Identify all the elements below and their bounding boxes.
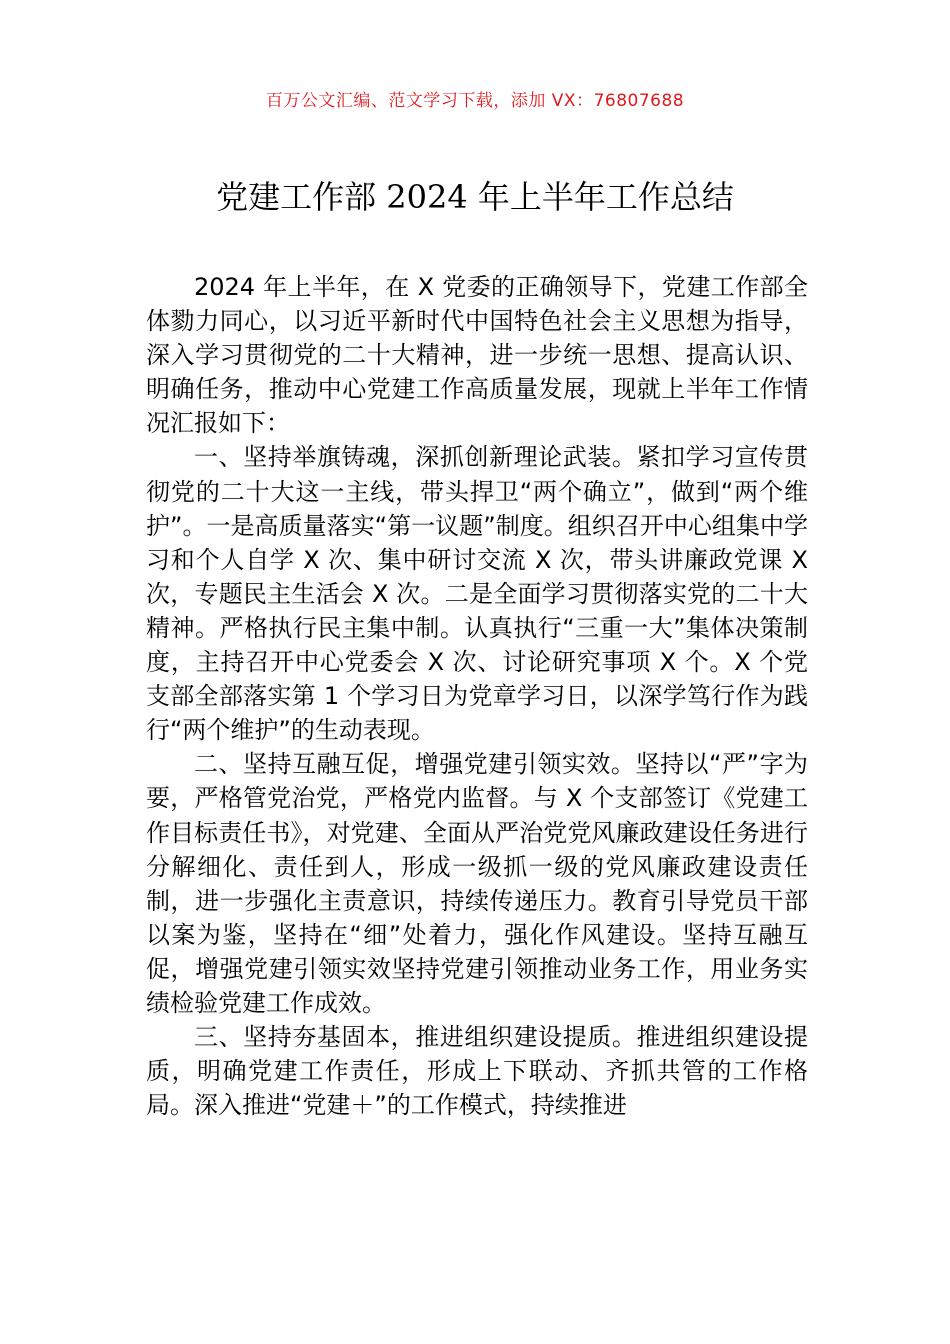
paragraph-section-1: 一、坚持举旗铸魂，深抓创新理论武装。紧扣学习宣传贯彻党的二十大这一主线，带头捍卫“两个确立”，做到“两个维护”。一是高质量落实“第一议题”制度。组织召开中心组集中学习和个人自学 X 次、集中研讨交流 X 次，带头讲廉政党课 X 次，专题民主生活会 X 次。二是全面学习贯彻落实党的二十大精神。严格执行民主集中制。认真执行“三重一大”集体决策制度，主持召开中心党委会 X 次、讨论研究事项 X 个。X 个党支部全部落实第 1 个学习日为党章学习日，以深学笃行作为践行“两个维护”的生动表现。 <box>146 443 808 745</box>
document-title: 党建工作部 2024 年上半年工作总结 <box>216 178 734 216</box>
paragraph-intro: 2024 年上半年，在 X 党委的正确领导下，党建工作部全体勠力同心，以习近平新时代中国特色社会主义思想为指导，深入学习贯彻党的二十大精神，进一步统一思想、提高认识、明确任务，推动中心党建工作高质量发展，现就上半年工作情况汇报如下： <box>146 273 808 438</box>
paragraph-section-2: 二、坚持互融互促，增强党建引领实效。坚持以“严”字为要，严格管党治党，严格党内监督。与 X 个支部签订《党建工作目标责任书》，对党建、全面从严治党党风廉政建设任务进行分解细化、责任到人，形成一级抓一级的党风廉政建设责任制，进一步强化主责意识，持续传递压力。教育引导党员干部以案为鉴，坚持在“细”处着力，强化作风建设。坚持互融互促，增强党建引领实效坚持党建引领推动业务工作，用业务实绩检验党建工作成效。 <box>146 750 808 1017</box>
paragraph-section-3: 三、坚持夯基固本，推进组织建设提质。推进组织建设提质，明确党建工作责任，形成上下联动、齐抓共管的工作格局。深入推进“党建＋”的工作模式，持续推进 <box>146 1023 808 1120</box>
header-download-note: 百万公文汇编、范文学习下载，添加 VX：76807688 <box>265 91 685 111</box>
document-body <box>146 270 808 1122</box>
